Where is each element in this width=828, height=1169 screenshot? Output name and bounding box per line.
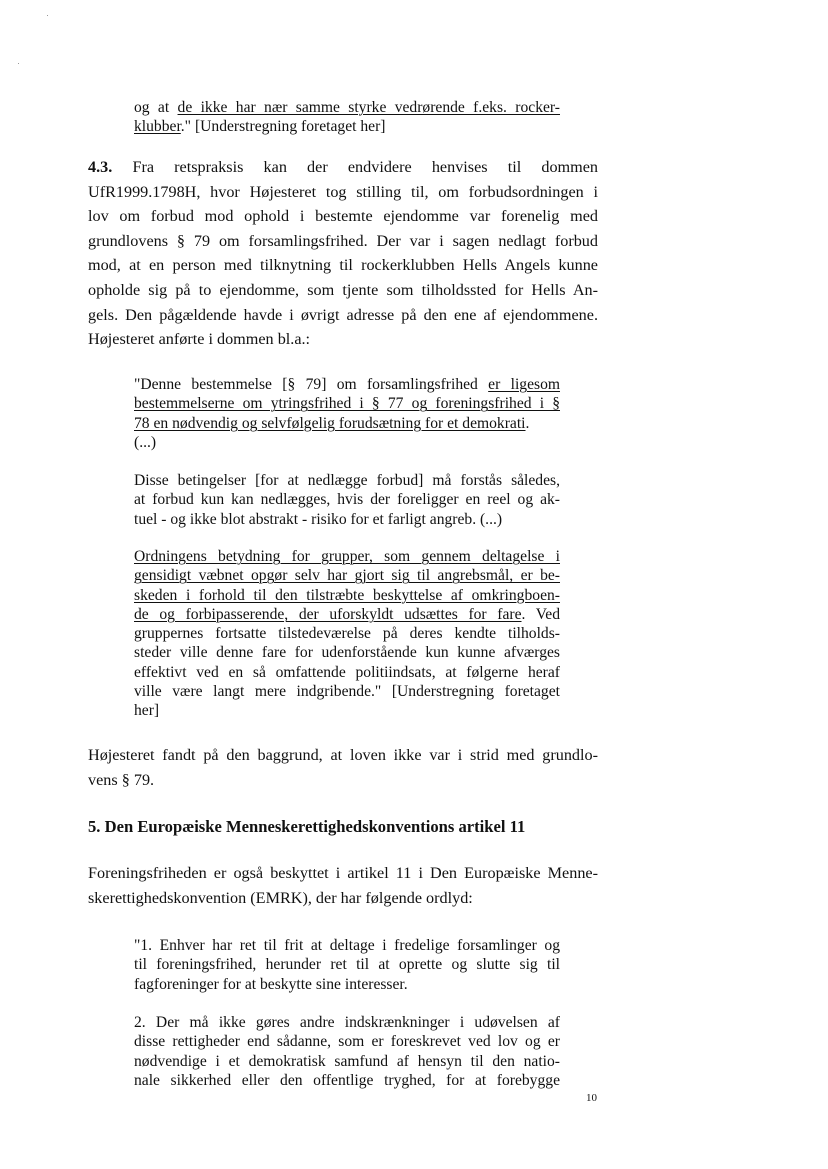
quote-line: til foreningsfrihed, herunder ret til at oprette og slutte sig til (134, 956, 560, 974)
quote-line: klubber." [Understregning foretaget her] (134, 118, 386, 136)
paragraph-line: opholde sig på to ejendomme, som tjente som tilholdssted for Hells An- (88, 280, 598, 299)
quote-line: Disse betingelser [for at nedlægge forbud] må forstås således, (134, 472, 560, 489)
paragraph-line: 4.3. Fra retspraksis kan der endvidere henvises til dommen (88, 158, 599, 176)
quote-line: og at de ikke har nær samme styrke vedrørende f.eks. rocker- (134, 99, 560, 116)
quote-line: "Denne bestemmelse [§ 79] om forsamlingsfrihed er ligesom (134, 376, 560, 393)
scan-speck (18, 63, 19, 64)
quote-line: fagforeninger for at beskytte sine interesser. (134, 975, 408, 993)
quote-line: bestemmelserne om ytringsfrihed i § 77 og foreningsfrihed i § (134, 395, 560, 413)
quote-line: ville være langt mere indgribende." [Understregning foretaget (134, 683, 560, 701)
quote-line: skeden i forhold til den tilstræbte beskyttelse af omkringboen- (134, 586, 560, 604)
section-5-paragraph (88, 861, 598, 910)
paragraph-line: skerettighedskonvention (EMRK), der har følgende ordlyd: (88, 888, 473, 907)
block-quote-emrk (134, 936, 560, 994)
section-4-3-paragraph (88, 155, 598, 352)
block-quote-supreme-court (134, 471, 560, 529)
paragraph-line: gels. Den pågældende havde i øvrigt adresse på den ene af ejendommene. (88, 305, 598, 324)
paragraph-line: Højesteret anførte i dommen bl.a.: (88, 330, 311, 349)
section-5-heading: 5. Den Europæiske Menneskerettighedskonventions artikel 11 (88, 817, 526, 836)
section-number: 4.3. (88, 158, 113, 176)
quote-line: effektivt ved en så omfattende politiindsats, at følgerne heraf (134, 663, 560, 681)
block-quote-emrk (134, 1013, 560, 1090)
page-number: 10 (586, 1092, 597, 1104)
quote-line: 2. Der må ikke gøres andre indskrænkninger i udøvelsen af (134, 1014, 560, 1031)
block-quote-supreme-court (134, 375, 560, 452)
quote-line: steder ville denne fare for udenforstående kun kunne afværges (134, 644, 560, 662)
quote-line: "1. Enhver har ret til frit at deltage i fredelige forsamlinger og (134, 937, 560, 954)
quote-line: de og forbipasserende, der uforskyldt udsættes for fare. Ved (134, 605, 560, 623)
scan-speck (47, 15, 48, 16)
quote-line: (...) (134, 433, 157, 451)
quote-line: nale sikkerhed eller den offentlige tryghed, for at forebygge (134, 1071, 560, 1089)
quote-line: gensidigt væbnet opgør selv har gjort sig til angrebsmål, er be- (134, 567, 560, 585)
quote-line: her] (134, 702, 160, 720)
quote-line: 78 en nødvendig og selvfølgelig forudsætning for et demokrati. (134, 414, 530, 432)
quote-line: at forbud kun kan nedlægges, hvis der foreligger en reel og ak- (134, 491, 560, 509)
quote-line: tuel - og ikke blot abstrakt - risiko for et farligt angreb. (...) (134, 510, 503, 528)
quote-continuation (134, 98, 560, 137)
paragraph-line: Foreningsfriheden er også beskyttet i artikel 11 i Den Europæiske Menne- (88, 864, 598, 882)
quote-line: nødvendige i et demokratisk samfund af hensyn til den natio- (134, 1052, 560, 1070)
paragraph-line: grundlovens § 79 om forsamlingsfrihed. Der var i sagen nedlagt forbud (88, 231, 598, 250)
quote-line: gruppernes fortsatte tilstedeværelse på deres kendte tilholds- (134, 625, 560, 643)
paragraph-line: Højesteret fandt på den baggrund, at loven ikke var i strid med grundlo- (88, 746, 598, 764)
paragraph-line: lov om forbud mod ophold i bestemte ejendomme var forenelig med (88, 207, 598, 226)
paragraph-line: vens § 79. (88, 770, 155, 789)
paragraph-line: UfR1999.1798H, hvor Højesteret tog stilling til, om forbudsordningen i (88, 182, 598, 201)
quote-line: Ordningens betydning for grupper, som gennem deltagelse i (134, 548, 560, 565)
conclusion-paragraph (88, 743, 598, 792)
quote-line: disse rettigheder end sådanne, som er foreskrevet ved lov og er (134, 1033, 560, 1051)
paragraph-line: mod, at en person med tilknytning til rockerklubben Hells Angels kunne (88, 256, 598, 275)
block-quote-supreme-court (134, 547, 560, 721)
